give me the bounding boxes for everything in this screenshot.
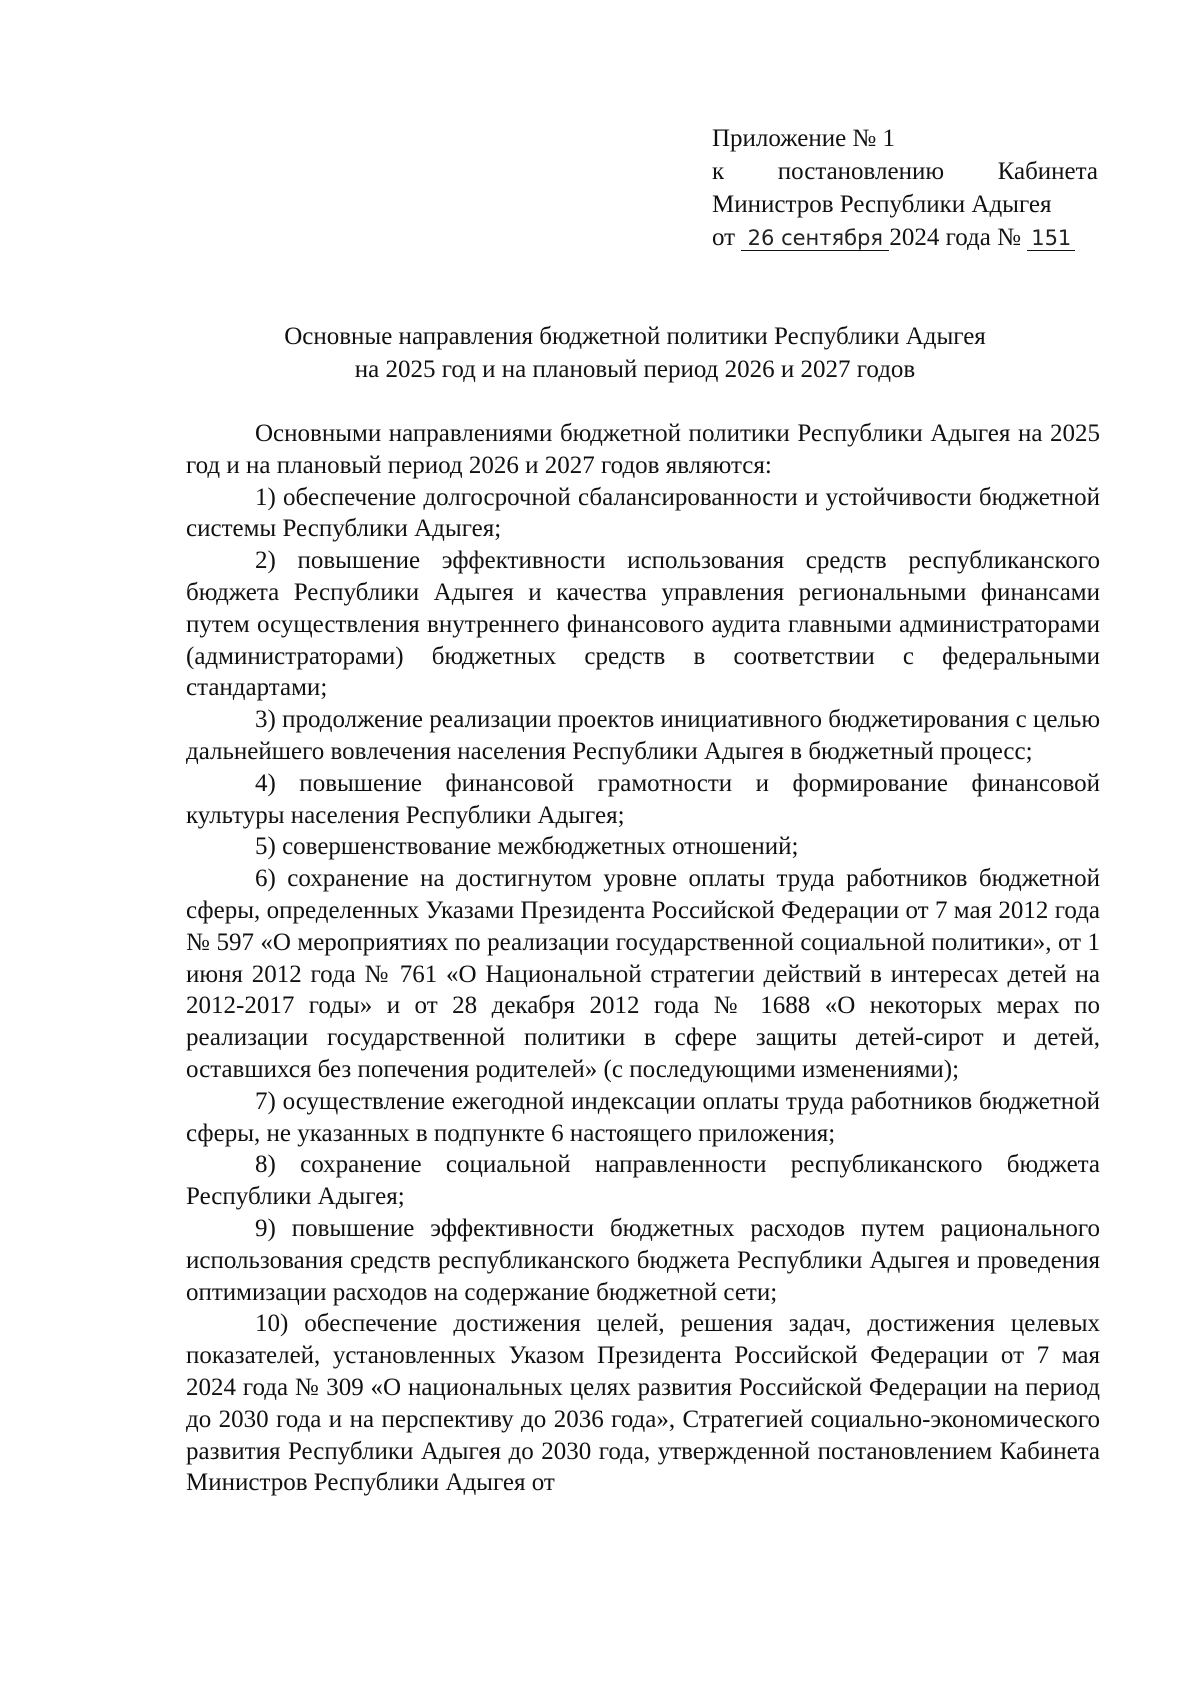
list-item-10: 10) обеспечение достижения целей, решения задач, достижения целевых показателей, установленных Указом Президента Российской Федерации от 7 мая 2024 года № 309 «О национальных целях развития Российской Федерации на период до 2030 года и на перспективу до 2036 года», Стратегией социально-экономического развития Республики Адыгея до 2030 года, утвержденной постановлением Кабинета Министров Республики Адыгея от (186, 1310, 1100, 1497)
list-item-9: 9) повышение эффективности бюджетных расходов путем рационального использования средств республиканского бюджета Республики Адыгея и проведения оптимизации расходов на содержание бюджетной сети; (186, 1214, 1100, 1306)
list-item-6: 6) сохранение на достигнутом уровне оплаты труда работников бюджетной сферы, определенных Указами Президента Российской Федерации от 7 мая 2012 года № 597 «О мероприятиях по реализации государственной социальной политики», от 1 июня 2012 года № 761 «О Национальной стратегии действий в интересах детей на 2012-2017 годы» и от 28 декабря 2012 года № 1688 «О некоторых мерах по реализации государственной политики в сфере защиты детей-сирот и детей, оставшихся без попечения родителей» (с последующими изменениями); (186, 865, 1100, 1083)
appendix-word-resolution: постановлению (777, 158, 945, 185)
title-line-1: Основные направления бюджетной политики Республики Адыгея (284, 323, 986, 350)
paragraph-intro: Основными направлениями бюджетной политики Республики Адыгея на 2025 год и на плановый период 2026 и 2027 годов являются: (186, 420, 1100, 479)
appendix-date-line (712, 221, 1098, 254)
handwritten-number: 151 (1027, 226, 1075, 251)
handwritten-date: 26 сентября (741, 226, 889, 251)
list-item-7: 7) осуществление ежегодной индексации оплаты труда работников бюджетной сферы, не указанных в подпункте 6 настоящего приложения; (186, 1087, 1100, 1147)
appendix-title: Приложение № 1 (712, 125, 896, 152)
title-line-2: на 2025 год и на плановый период 2026 и 2027 годов (354, 356, 916, 383)
document-body (186, 418, 1100, 1499)
appendix-ministers-line: Министров Республики Адыгея (712, 191, 1052, 218)
list-item-2: 2) повышение эффективности использования средств республиканского бюджета Республики Адыгея и качества управления региональными финансами путем осуществления внутреннего финансового аудита главными администраторами (администраторами) бюджетных средств в соответствии с федеральными стандартами; (186, 547, 1100, 702)
document-title (185, 320, 1085, 386)
date-suffix: 2024 года № (889, 224, 1021, 251)
list-item-4: 4) повышение финансовой грамотности и формирование финансовой культуры населения Республики Адыгея; (186, 769, 1100, 829)
date-prefix: от (712, 224, 736, 251)
appendix-word-cabinet: Кабинета (997, 158, 1098, 185)
list-item-5: 5) совершенствование межбюджетных отношений; (255, 833, 799, 861)
list-item-1: 1) обеспечение долгосрочной сбалансированности и устойчивости бюджетной системы Республики Адыгея; (186, 483, 1100, 543)
appendix-reference-line (712, 155, 1098, 188)
appendix-header (712, 122, 1098, 254)
list-item-8: 8) сохранение социальной направленности республиканского бюджета Республики Адыгея; (186, 1151, 1100, 1211)
list-item-3: 3) продолжение реализации проектов инициативного бюджетирования с целью дальнейшего вовлечения населения Республики Адыгея в бюджетный процесс; (186, 706, 1100, 765)
appendix-word-k: к (712, 158, 725, 185)
